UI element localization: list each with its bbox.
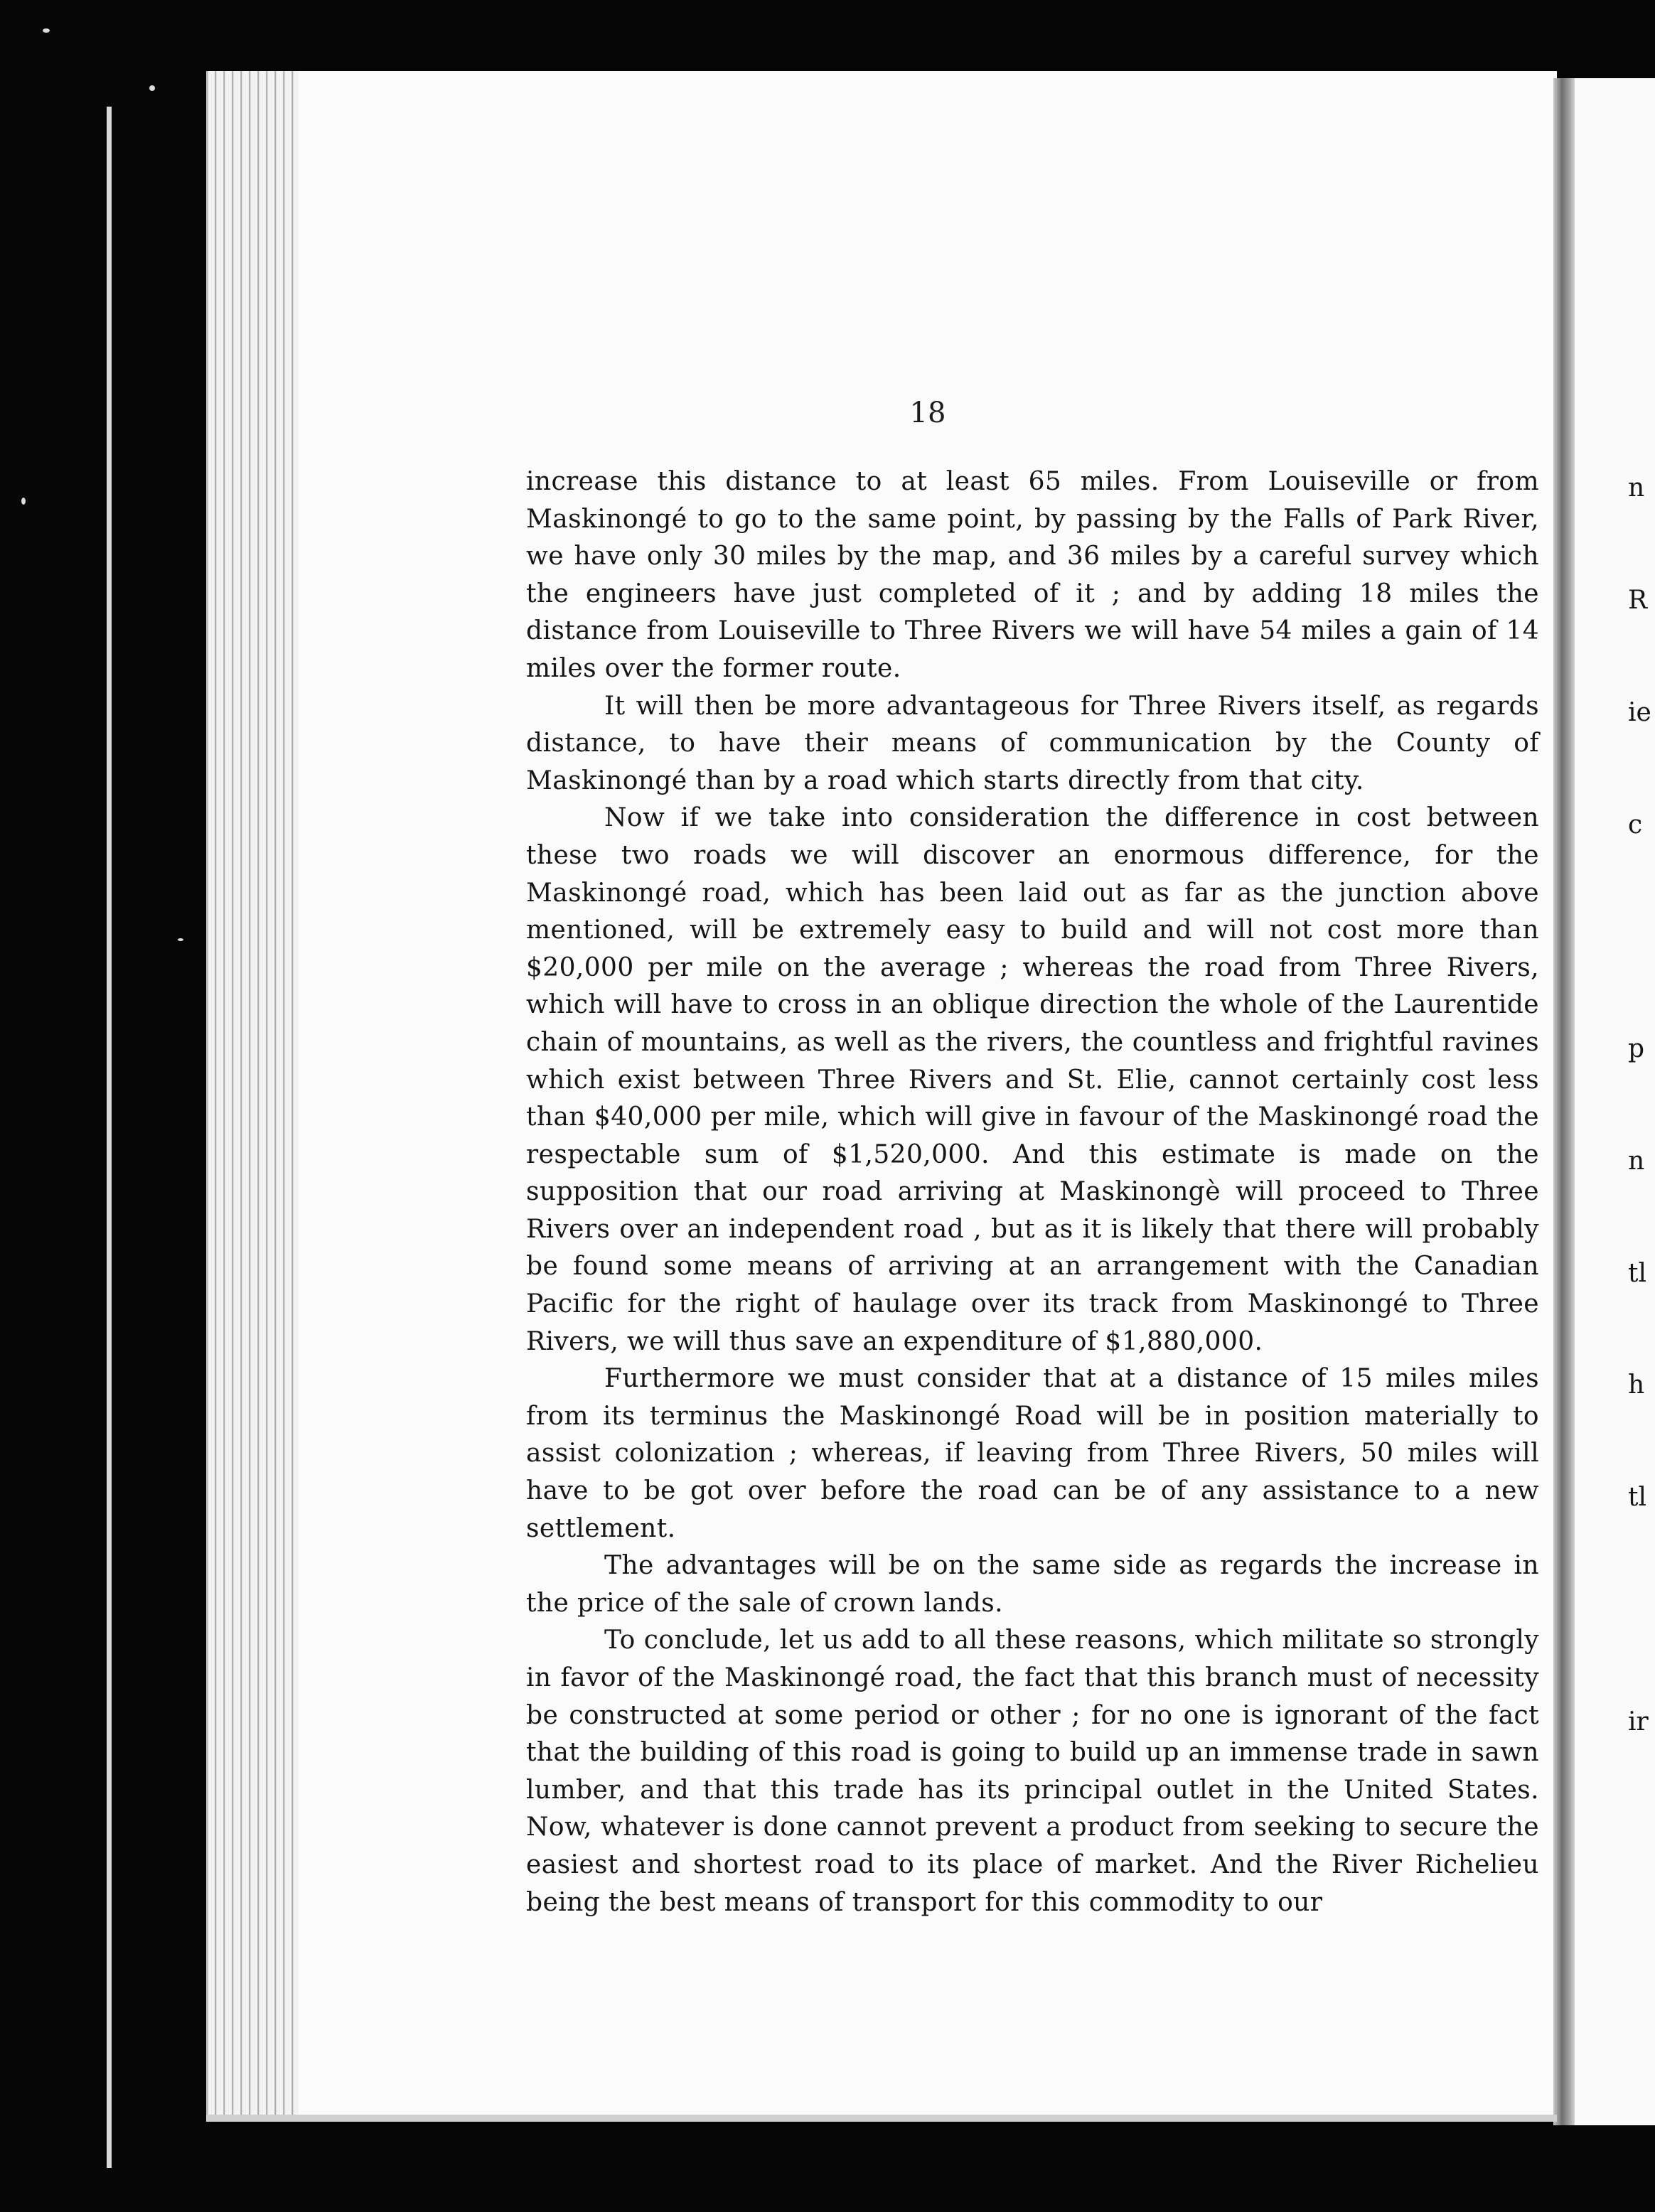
paragraph: increase this distance to at least 65 miles. From Louiseville or from Maskinongé to go to the same point, by passing by the Falls of Park River, we have only 30 miles by the map, and 36 miles by a careful survey which the engineers have just completed of it ; and by adding 18 miles the distance from Louiseville to Three Rivers we will have 54 miles a gain of 14 miles over the former route. — [526, 467, 1539, 683]
facing-page-fragment: R — [1628, 585, 1648, 615]
facing-page-fragment: ie — [1628, 697, 1651, 727]
facing-page-fragment: ir — [1628, 1707, 1649, 1736]
facing-page-fragment: c — [1628, 810, 1643, 839]
page-number: 18 — [909, 397, 946, 429]
dust-speck — [149, 85, 155, 91]
dust-speck — [178, 938, 183, 941]
facing-page-text — [1628, 395, 1655, 1816]
book-gutter — [1553, 78, 1575, 2125]
paragraph: To conclude, let us add to all these reasons, which militate so strongly in favor of the Maskinongé road, the fact that this branch must of necessity be constructed at some period or other ; for no one is ignorant of the fact that the building of this road is going to build up an immense trade in sawn lumber, and that this trade has its principal outlet in the United States. Now, whatever is done cannot prevent a product from seeking to secure the easiest and shortest road to its place of market. And the River Richelieu being the best means of transport for this commodity to our — [526, 1626, 1539, 1917]
book-page — [299, 71, 1557, 2118]
page-bottom-edge — [206, 2115, 1557, 2122]
page-body — [526, 463, 1539, 1921]
facing-page-fragment: tl — [1628, 1258, 1646, 1288]
facing-page-fragment: n — [1628, 1146, 1645, 1176]
facing-page-fragment: n — [1628, 473, 1645, 503]
paragraph: Now if we take into consideration the difference in cost between these two roads we will discover an enormous difference, for the Maskinongé road, which has been laid out as far as the junction above mentioned, will be extremely easy to build and will not cost more than $20,000 per mile on the average ; whereas the road from Three Rivers, which will have to cross in an oblique direction the whole of the Laurentide chain of mountains, as well as the rivers, the countless and frightful ravines which exist between Three Rivers and St. Elie, cannot certainly cost less than $40,000 per mile, which will give in favour of the Maskinongé road the respectable sum of $1,520,000. And this estimate is made on the supposition that our road arriving at Maskinongè will proceed to Three Rivers over an independent road , but as it is likely that there will probably be found some means of arriving at an arrangement with the Canadian Pacific for the right of haulage over its track from Maskinongé to Three Rivers, we will thus save an expenditure of $1,880,000. — [526, 803, 1539, 1356]
facing-page-fragment: tl — [1628, 1483, 1646, 1513]
facing-page-fragment: h — [1628, 1370, 1645, 1400]
left-edge-line — [107, 107, 112, 2168]
facing-page-fragment: p — [1628, 1034, 1645, 1064]
dust-speck — [21, 498, 26, 505]
paragraph: Furthermore we must consider that at a distance of 15 miles miles from its terminus the Maskinongé Road will be in position materially to assist colonization ; whereas, if leaving from Three Rivers, 50 miles will have to be got over before the road can be of any assistance to a new settlement. — [526, 1364, 1539, 1543]
paragraph: It will then be more advantageous for Three Rivers itself, as regards distance, to have their means of communication by the County of Maskinongé than by a road which starts directly from that city. — [526, 691, 1539, 795]
dust-speck — [43, 28, 50, 33]
facing-page-fragment — [1628, 918, 1655, 956]
paragraph: The advantages will be on the same side as regards the increase in the price of the sale of crown lands. — [526, 1551, 1539, 1618]
facing-page-fragment — [1628, 1591, 1655, 1629]
